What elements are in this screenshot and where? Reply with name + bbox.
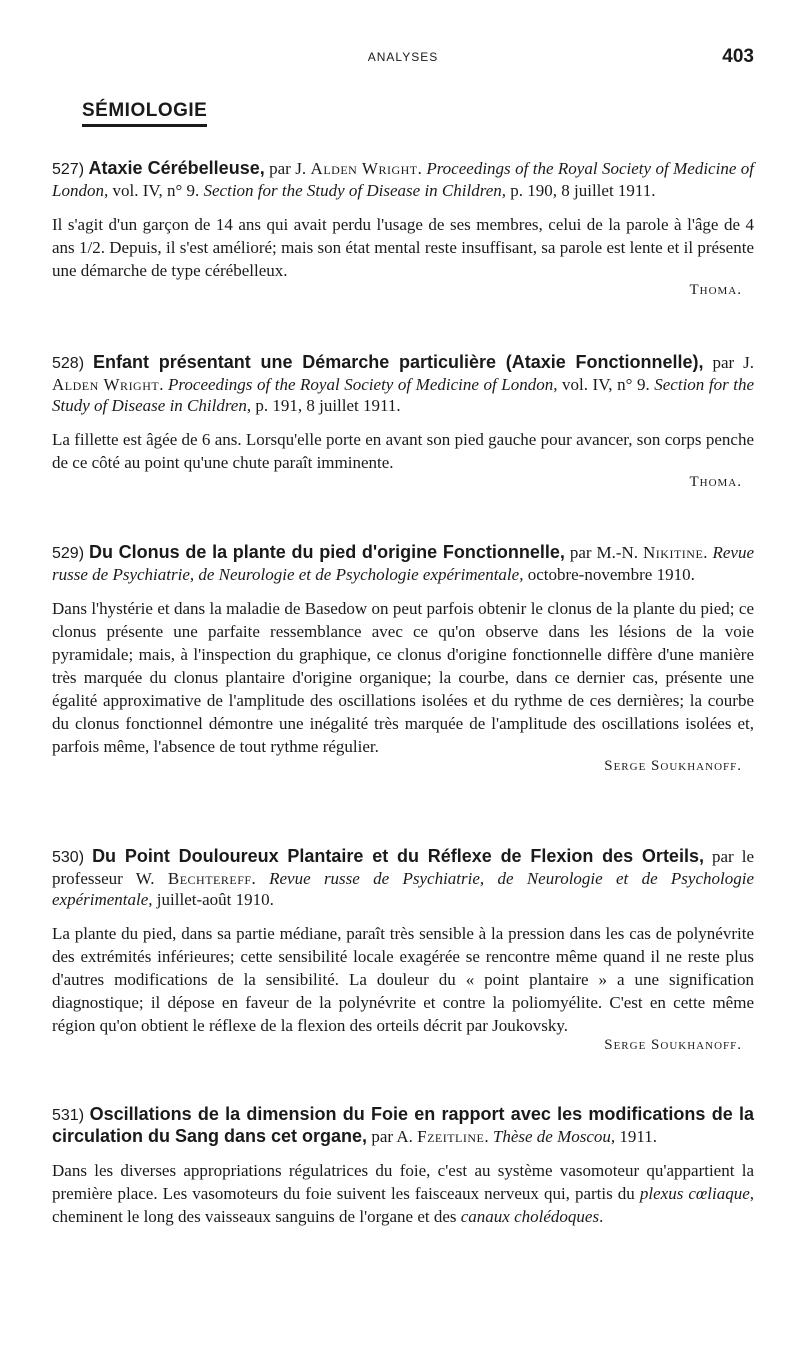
abstract-body: Dans les diverses appropriations régulatrices du foie, c'est au système vasomoteur qu'appartient la première place. Les vasomoteurs du foie suivent les faisceaux nerveux qui, partis du plexus cœliaque, cheminent le long des vaisseaux sanguins de l'organe et des canaux cholédoques.	[52, 1161, 754, 1226]
abstract-body: Dans l'hystérie et dans la maladie de Basedow on peut parfois obtenir le clonus de la plante du pied; ce clonus présente une parfaite ressemblance avec ce qu'on observe dans les lésions de la voie pyramidale; mais, à l'inspection du graphique, ce clonus d'origine fonctionnelle diffère d'une manière très marquée du clonus plantaire d'origine organique; la courbe, dans ce dernier cas, présente une égalité approximative de l'amplitude des oscillations isolées et du rythme de ces dernières; la courbe du clonus fonctionnel démontre une inégalité très marquée de l'amplitude des oscillations isolées et, parfois même, l'absence de tout rythme régulier.	[52, 599, 754, 756]
section-title: SÉMIOLOGIE	[82, 100, 207, 127]
reviewer-signature: Serge Soukhanoff.	[604, 1037, 742, 1053]
page	[52, 0, 754, 1366]
abstract-531	[52, 1104, 754, 1228]
reviewer-signature: Thoma.	[689, 282, 742, 298]
emphasis: plexus cœliaque	[639, 1184, 750, 1203]
abstract-title: Oscillations de la dimension du Foie en rapport avec les modifications de la circulation du Sang dans cet organe,	[52, 1104, 754, 1146]
journal-section: Section for the Study of Disease in Children,	[203, 181, 506, 200]
reviewer-signature: Serge Soukhanoff.	[604, 758, 742, 774]
abstract-528	[52, 352, 754, 492]
abstract-number: 527)	[52, 161, 85, 178]
abstract-heading: 530) Du Point Douloureux Plantaire et du Réflexe de Flexion des Orteils, par le professeur W. Bechtereff. Revue russe de Psychiatrie, de Neurologie et de Psychologie expérimentale, juillet-août 1910.	[52, 846, 755, 909]
running-title: ANALYSES	[367, 50, 439, 64]
journal-title: Proceedings of the Royal Society of Medicine of London,	[52, 159, 755, 200]
abstract-body: Il s'agit d'un garçon de 14 ans qui avait perdu l'usage de ses membres, celui de la parole à l'âge de 4 ans 1/2. Depuis, il s'est amélioré; mais son état mental reste insuffisant, sa parole est lente et il présente une démarche de type cérébelleux.	[52, 215, 754, 280]
abstract-title: Ataxie Cérébelleuse,	[88, 158, 265, 178]
journal-title: Proceedings of the Royal Society of Medicine of London,	[168, 375, 558, 394]
abstract-body: La plante du pied, dans sa partie médiane, paraît très sensible à la pression dans les cas de polynévrite des extrémités inférieures; cette sensibilité locale exagérée se rencontre même quand il ne reste plus d'autres modifications de la sensibilité. La douleur du « point plantaire » a une signification diagnostique; il dépose en faveur de la polynévrite et contre la poliomyélite. C'est en cette même région qu'on obtient le réflexe de la flexion des orteils décrit par Joukovsky.	[52, 924, 754, 1035]
journal-title: Thèse de Moscou,	[492, 1127, 616, 1146]
reviewer-signature: Thoma.	[689, 474, 742, 490]
journal-section: Section for the Study of Disease in Children,	[52, 375, 755, 415]
author-name: Fzeitline	[417, 1127, 485, 1146]
abstract-number: 529)	[52, 545, 85, 562]
abstract-title: Du Point Douloureux Plantaire et du Réflexe de Flexion des Orteils,	[92, 846, 704, 866]
abstract-number: 530)	[52, 849, 85, 866]
abstract-body: La fillette est âgée de 6 ans. Lorsqu'elle porte en avant son pied gauche pour avancer, son corps penche de ce côté au point qu'une chute paraît imminente.	[52, 430, 754, 472]
emphasis: canaux cholédoques	[460, 1207, 600, 1226]
abstract-number: 531)	[52, 1107, 85, 1124]
running-head	[52, 48, 754, 68]
author-name: Nikitine	[643, 543, 704, 562]
abstract-527	[52, 158, 754, 300]
abstract-heading: 531) Oscillations de la dimension du Foie en rapport avec les modifications de la circulation du Sang dans cet organe, par A. Fzeitline. Thèse de Moscou, 1911.	[52, 1104, 754, 1146]
abstract-heading: 527) Ataxie Cérébelleuse, par J. Alden Wright. Proceedings of the Royal Society of Medicine of London, vol. IV, n° 9. Section for the Study of Disease in Children, p. 190, 8 juillet 1911.	[52, 158, 755, 200]
abstract-530	[52, 846, 754, 1055]
abstract-heading: 529) Du Clonus de la plante du pied d'origine Fonctionnelle, par M.-N. Nikitine. Revue russe de Psychiatrie, de Neurologie et de Psychologie expérimentale, octobre-novembre 1910.	[52, 542, 755, 584]
author-name: Alden Wright	[52, 375, 160, 394]
journal-title: Revue russe de Psychiatrie, de Neurologie et de Psychologie expérimentale,	[52, 869, 755, 909]
abstract-529	[52, 542, 754, 776]
author-name: Alden Wright	[310, 159, 418, 178]
abstract-heading: 528) Enfant présentant une Démarche particulière (Ataxie Fonctionnelle), par J. Alden Wright. Proceedings of the Royal Society of Medicine of London, vol. IV, n° 9. Section for the Study of Disease in Children, p. 191, 8 juillet 1911.	[52, 352, 755, 415]
page-number: 403	[722, 46, 754, 67]
abstract-number: 528)	[52, 355, 85, 372]
author-name: Bechtereff	[167, 869, 252, 888]
abstract-title: Du Clonus de la plante du pied d'origine Fonctionnelle,	[88, 542, 565, 562]
abstract-title: Enfant présentant une Démarche particulière (Ataxie Fonctionnelle),	[93, 352, 704, 372]
journal-title: Revue russe de Psychiatrie, de Neurologie et de Psychologie expérimentale,	[52, 543, 755, 584]
